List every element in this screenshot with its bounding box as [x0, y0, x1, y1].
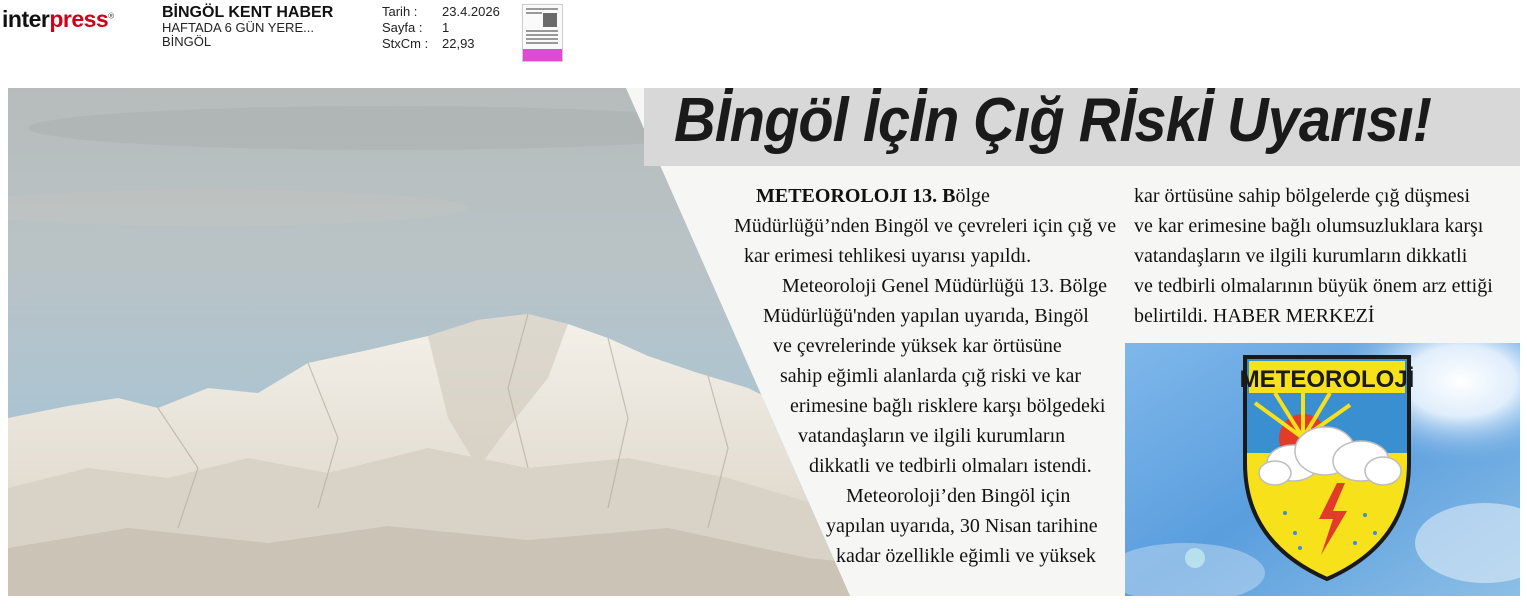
- meta-value: 23.4.2026: [442, 4, 500, 19]
- lead-bold-text: METEOROLOJI 13. B: [756, 185, 956, 207]
- meta-row-page: [382, 20, 500, 36]
- article-text-line: kar erimesi tehlikesi uyarısı yapıldı.: [744, 245, 1032, 267]
- article-text-line: vatandaşların ve ilgili kurumların: [798, 425, 1066, 447]
- logo-part-press: press: [49, 6, 109, 32]
- article-text-line: Müdürlüğü'nden yapılan uyarıda, Bingöl: [763, 305, 1089, 327]
- logo-part-inter: inter: [2, 6, 50, 32]
- article-text-line: ve kar erimesine bağlı olumsuzluklara karşı: [1134, 215, 1484, 237]
- meta-value: 1: [442, 20, 450, 35]
- article-text-line: dikkatli ve tedbirli olmaları istendi.: [809, 455, 1092, 477]
- meta-row-date: [382, 4, 500, 20]
- article-text-line: erimesine bağlı risklere karşı bölgedeki: [790, 395, 1106, 417]
- article-text-line: yapılan uyarıda, 30 Nisan tarihine: [826, 515, 1098, 537]
- article-text-line: kadar özellikle eğimli ve yüksek: [836, 545, 1096, 567]
- publication-info: [162, 5, 372, 49]
- article-text-line: ve tedbirli olmalarının büyük önem arz ettiği: [1134, 275, 1493, 297]
- page-thumbnail[interactable]: [522, 4, 563, 62]
- publication-city: BİNGÖL: [162, 34, 212, 49]
- meteoroloji-logo-image: [1125, 343, 1520, 596]
- article-text-line: Müdürlüğü’nden Bingöl ve çevreleri için çığ ve: [734, 215, 1117, 237]
- clipping-meta: [382, 4, 500, 52]
- meta-value: 22,93: [442, 36, 475, 51]
- lead-rest-text: ölge: [955, 185, 990, 207]
- meta-label: Sayfa :: [382, 20, 423, 35]
- logo-title-text: METEOROLOJİ: [1239, 366, 1415, 393]
- meta-label: Tarih :: [382, 4, 418, 19]
- article-lead-line: [756, 184, 990, 208]
- article-text-line: Meteoroloji’den Bingöl için: [846, 485, 1071, 507]
- article-text-line: kar örtüsüne sahip bölgelerde çığ düşmesi: [1134, 185, 1471, 207]
- interpress-logo: [2, 6, 114, 33]
- article-text-line: Meteoroloji Genel Müdürlüğü 13. Bölge: [782, 275, 1107, 297]
- logo-registered-mark: ®: [108, 11, 114, 21]
- meta-label: StxCm :: [382, 36, 429, 51]
- article-text-line: ve çevrelerinde yüksek kar örtüsüne: [773, 335, 1062, 357]
- article-text-line: sahip eğimli alanlarda çığ riski ve kar: [780, 365, 1082, 387]
- meta-row-stxcm: [382, 36, 500, 52]
- article-headline: Bİngöl İçİn Çığ Rİskİ Uyarısı!: [674, 88, 1432, 155]
- publication-name: BİNGÖL KENT HABER: [162, 4, 334, 21]
- publication-subtitle: HAFTADA 6 GÜN YERE...: [162, 20, 314, 35]
- article-text-line: vatandaşların ve ilgili kurumların dikkatli: [1134, 245, 1468, 267]
- article-text-line: belirtildi. HABER MERKEZİ: [1134, 305, 1375, 327]
- article-clipping: [8, 88, 1520, 596]
